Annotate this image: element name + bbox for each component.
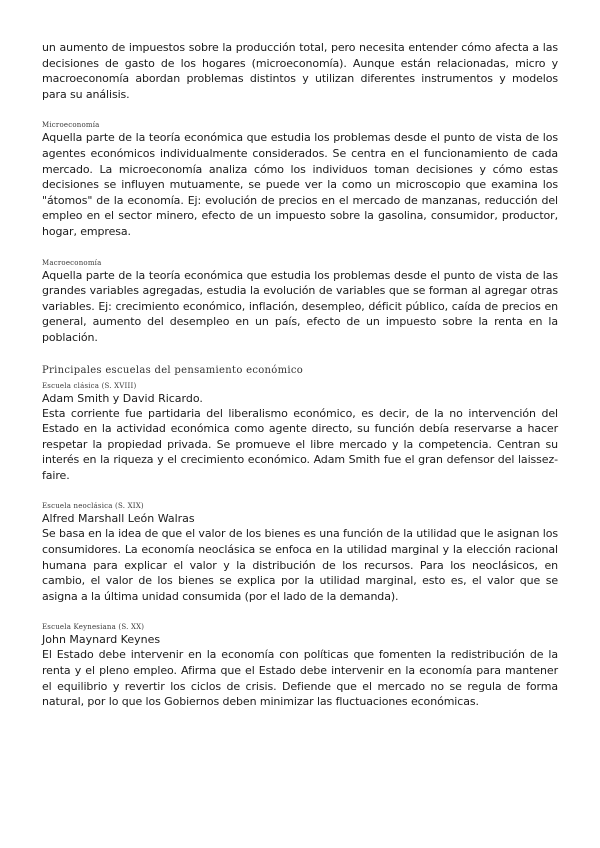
neoclassical-school-paragraph: Se basa en la idea de que el valor de los bienes es una función de la utilidad que le asignan los consumidores. La economía neoclásica se enfoca en la utilidad marginal y la elección racional humana para explicar el valor y la distribución de los recursos. Para los neoclásicos, en cambio, el valor de los bienes se explica por la utilidad marginal, esto es, el valor que se asigna a la última unidad consumida (por el lado de la demanda). bbox=[42, 527, 558, 603]
document-page bbox=[42, 40, 558, 710]
neoclassical-school-authors: Alfred Marshall León Walras bbox=[42, 512, 195, 526]
keynesian-school-paragraph: El Estado debe intervenir en la economía con políticas que fomenten la redistribución de la renta y el pleno empleo. Afirma que el Estado debe intervenir en la economía para mantener el equilibrio y revertir los ciclos de crisis. Defiende que el mercado no se regula de forma natural, por lo que los Gobiernos deben minimizar las fluctuaciones económicas. bbox=[42, 648, 558, 709]
classical-school-authors: Adam Smith y David Ricardo. bbox=[42, 391, 203, 405]
schools-heading: Principales escuelas del pensamiento económico bbox=[42, 364, 304, 376]
classical-school-label: Escuela clásica (S. XVIII) bbox=[42, 381, 137, 390]
macroeconomia-label: Macroeconomía bbox=[42, 258, 102, 267]
intro-paragraph: un aumento de impuestos sobre la producción total, pero necesita entender cómo afecta a las decisiones de gasto de los hogares (microeconomía). Aunque están relacionadas, micro y macroeconomía abordan problemas distintos y utilizan diferentes instrumentos y modelos para su análisis. bbox=[42, 41, 558, 101]
neoclassical-school-label: Escuela neoclásica (S. XIX) bbox=[42, 502, 144, 511]
macroeconomia-paragraph: Aquella parte de la teoría económica que estudia los problemas desde el punto de vista de las grandes variables agregadas, estudia la evolución de variables que se forman al agregar otras variables. Ej: crecimiento económico, inflación, desempleo, déficit público, caída de precios en general, aumento del desempleo en un país, efecto de un impuesto sobre la renta en la población. bbox=[42, 268, 558, 344]
keynesian-school-label: Escuela Keynesiana (S. XX) bbox=[42, 623, 145, 632]
microeconomia-paragraph: Aquella parte de la teoría económica que estudia los problemas desde el punto de vista de los agentes económicos individualmente considerados. Se centra en el funcionamiento de cada mercado. La microeconomía analiza cómo los individuos toman decisiones y cómo estas decisiones se influyen mutuamente, se puede ver la como un microscopio que examina los "átomos" de la economía. Ej: evolución de precios en el mercado de manzanas, reducción del empleo en el sector minero, efecto de un impuesto sobre la gasolina, consumidor, productor, hogar, empresa. bbox=[42, 131, 558, 238]
microeconomia-label: Microeconomía bbox=[42, 121, 100, 130]
classical-school-paragraph: Esta corriente fue partidaria del liberalismo económico, es decir, de la no intervención del Estado en la actividad económica como agente directo, su función debía reservarse a hacer respetar la propiedad privada. Se promueve el libre mercado y la competencia. Centran su interés en la riqueza y el crecimiento económico. Adam Smith fue el gran defensor del laissez-faire. bbox=[42, 406, 558, 482]
keynesian-school-authors: John Maynard Keynes bbox=[42, 633, 161, 647]
